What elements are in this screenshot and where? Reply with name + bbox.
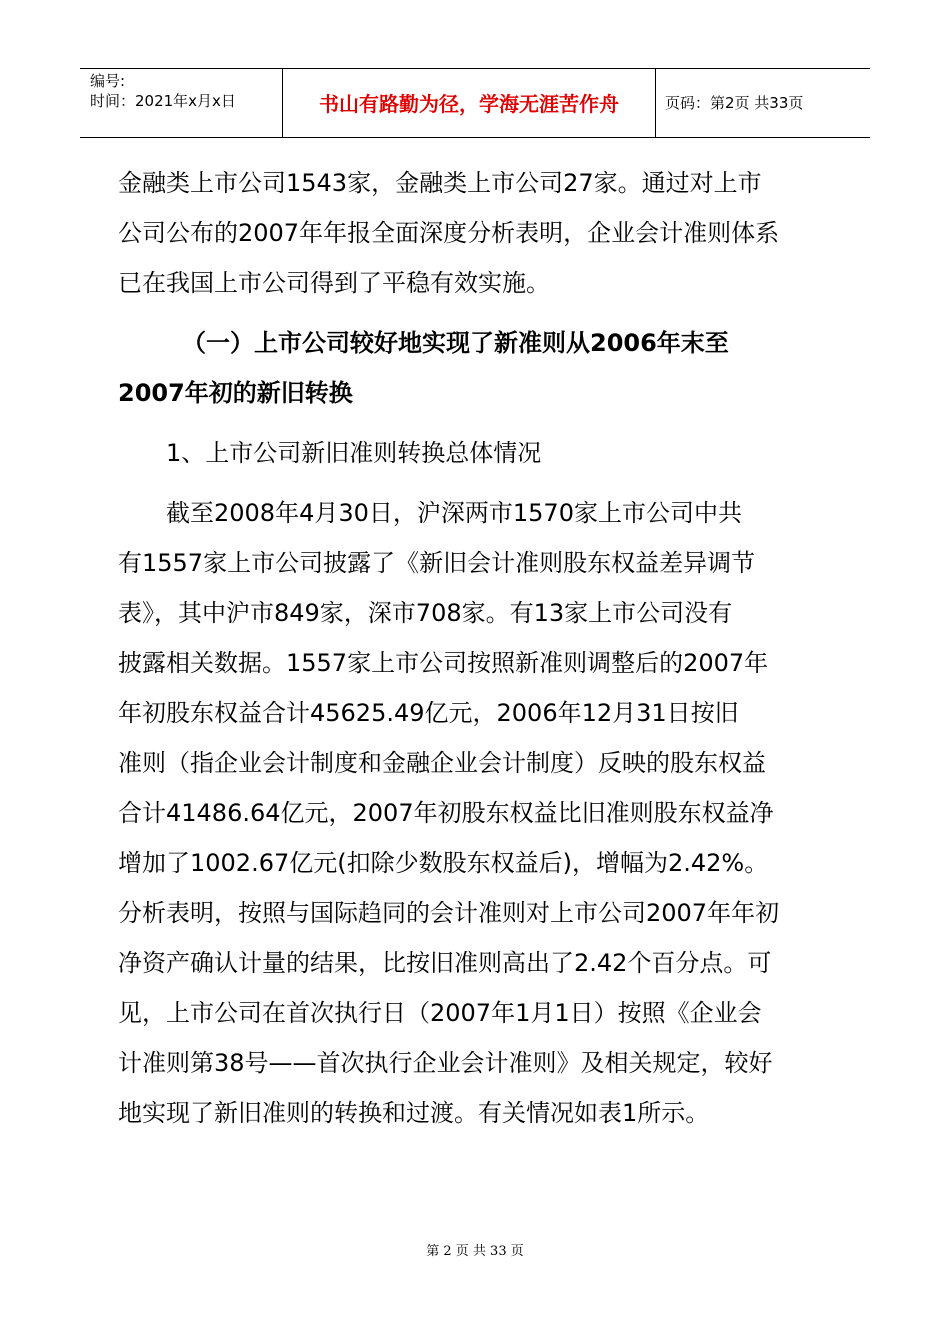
paragraph-line: 公司公布的2007年年报全面深度分析表明，企业会计准则体系: [118, 219, 780, 247]
paragraph-line: 披露相关数据。1557家上市公司按照新准则调整后的2007年: [118, 649, 769, 677]
paragraph-line: 金融类上市公司1543家，金融类上市公司27家。通过对上市: [118, 169, 762, 197]
header-page-cell: [656, 69, 870, 137]
header-motto-cell: [283, 69, 656, 137]
paragraph-line: 合计41486.64亿元，2007年初股东权益比旧准则股东权益净: [118, 799, 774, 827]
paragraph-line: 已在我国上市公司得到了平稳有效实施。: [118, 269, 550, 297]
header-motto: 书山有路勤为径，学海无涯苦作舟: [319, 92, 619, 116]
paragraph-line: 准则（指企业会计制度和金融企业会计制度）反映的股东权益: [118, 749, 766, 777]
header-meta-cell: [80, 69, 283, 137]
paragraph-line: 截至2008年4月30日，沪深两市1570家上市公司中共: [166, 499, 742, 527]
page-footer: 第 2 页 共 33 页: [426, 1244, 524, 1259]
section-heading-line: （一）上市公司较好地实现了新准则从2006年末至: [182, 329, 729, 357]
document-date-label: 时间：2021年x月x日: [90, 92, 236, 110]
paragraph-line: 分析表明，按照与国际趋同的会计准则对上市公司2007年年初: [118, 899, 780, 927]
paragraph-line: 有1557家上市公司披露了《新旧会计准则股东权益差异调节: [118, 549, 756, 577]
paragraph-line: 净资产确认计量的结果，比按旧准则高出了2.42个百分点。可: [118, 949, 772, 977]
paragraph-line: 地实现了新旧准则的转换和过渡。有关情况如表1所示。: [118, 1099, 710, 1127]
document-body: [118, 158, 834, 1138]
section-heading-line: 2007年初的新旧转换: [118, 379, 353, 407]
paragraph-line: 计准则第38号——首次执行企业会计准则》及相关规定，较好: [118, 1049, 773, 1077]
paragraph-line: 见，上市公司在首次执行日（2007年1月1日）按照《企业会: [118, 999, 762, 1027]
page-header: [80, 68, 870, 138]
paragraph-line: 增加了1002.67亿元(扣除少数股东权益后)，增幅为2.42%。: [118, 849, 769, 877]
subsection-heading: 1、上市公司新旧准则转换总体情况: [166, 439, 542, 467]
header-page-number: 页码：第2页 共33页: [665, 94, 804, 112]
paragraph-line: 表》，其中沪市849家，深市708家。有13家上市公司没有: [118, 599, 733, 627]
paragraph-line: 年初股东权益合计45625.49亿元，2006年12月31日按旧: [118, 699, 739, 727]
document-number-label: 编号:: [90, 72, 126, 90]
